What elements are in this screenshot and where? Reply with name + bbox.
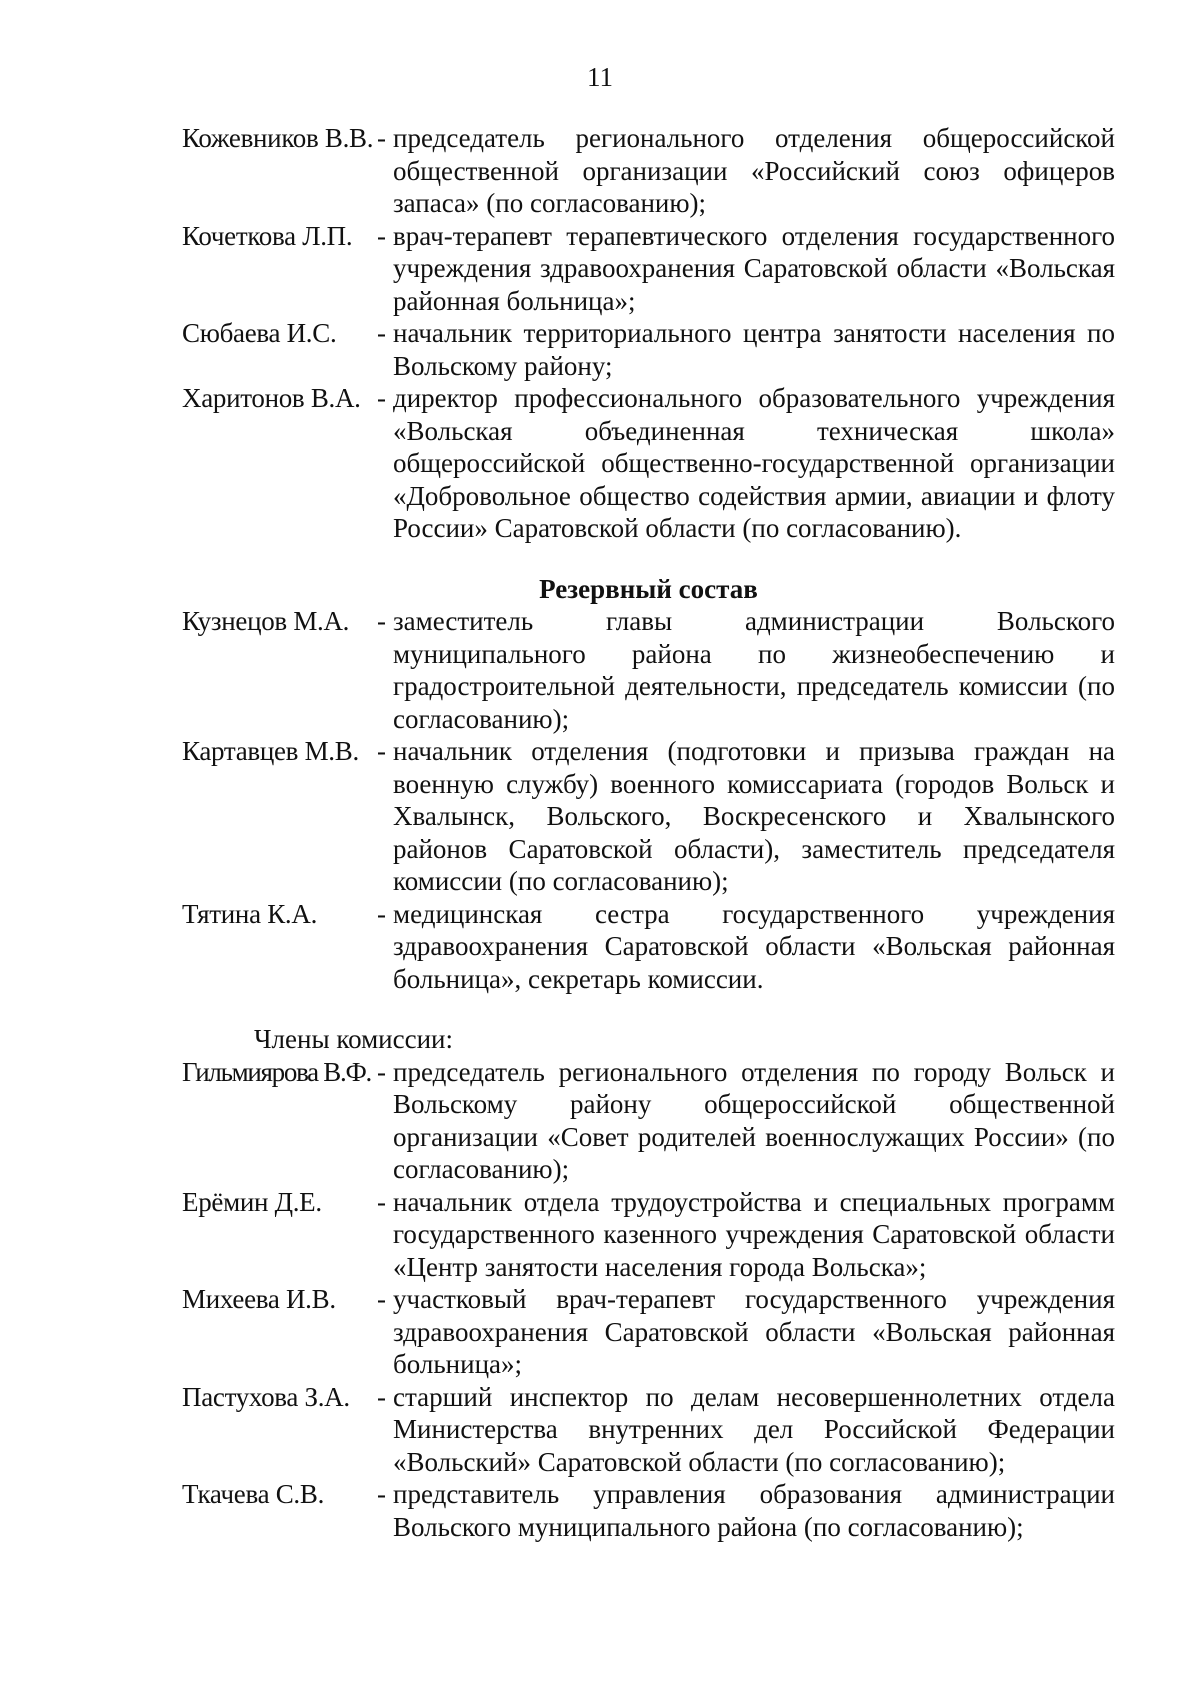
dash: -	[377, 606, 386, 636]
list-item	[182, 605, 1115, 735]
list-item	[182, 1283, 1115, 1381]
document-content	[182, 122, 1115, 1543]
dash: -	[377, 318, 386, 348]
members-label: Члены комиссии:	[254, 1024, 453, 1054]
person-name: Пастухова З.А.	[182, 1381, 350, 1412]
person-position: медицинская сестра государственного учреждения здравоохранения Саратовской области «Вольская районная больница», секретарь комиссии.	[393, 898, 1115, 994]
person-name: Гильмиярова В.Ф.	[182, 1056, 371, 1087]
person-position: начальник отделения (подготовки и призыва граждан на военную службу) военного комиссариата (городов Вольск и Хвалынск, Вольского, Воскресенского и Хвалынского районов Саратовской области), заместитель председателя комиссии (по согласованию);	[393, 736, 1115, 896]
dash: -	[377, 220, 386, 251]
person-position: представитель управления образования администрации Вольского муниципального района (по согласованию);	[393, 1479, 1115, 1542]
list-item	[182, 220, 1115, 318]
person-position: директор профессионального образовательного учреждения «Вольская объединенная техническая школа» общероссийской общественно-государственной организации «Добровольное общество содействия армии, авиации и флоту России» Саратовской области (по согласованию).	[393, 383, 1115, 543]
dash: -	[377, 383, 386, 413]
person-name: Харитонов В.А.	[182, 383, 361, 413]
list-item	[182, 1478, 1115, 1543]
dash: -	[377, 1381, 386, 1412]
person-position: председатель регионального отделения по городу Вольск и Вольскому району общероссийской общественной организации «Совет родителей военнослужащих России» (по согласованию);	[393, 1056, 1115, 1184]
dash: -	[377, 1186, 386, 1217]
list-item	[182, 1381, 1115, 1479]
dash: -	[377, 123, 386, 153]
list-item	[182, 898, 1115, 996]
dash: -	[377, 736, 386, 766]
section-title-reserve: Резервный состав	[539, 573, 758, 604]
dash: -	[377, 898, 386, 929]
list-item	[182, 1186, 1115, 1284]
page-number: 11	[587, 62, 613, 92]
person-position: участковый врач-терапевт государственного учреждения здравоохранения Саратовской области «Вольская районная больница»;	[393, 1284, 1115, 1379]
list-item	[182, 382, 1115, 545]
person-position: заместитель главы администрации Вольского муниципального района по жизнеобеспечению и градостроительной деятельности, председатель комиссии (по согласованию);	[393, 606, 1115, 734]
list-item	[182, 317, 1115, 382]
person-name: Кожевников В.В.	[182, 123, 374, 153]
person-name: Ткачева С.В.	[182, 1479, 325, 1509]
person-name: Кочеткова Л.П.	[182, 220, 353, 251]
dash: -	[377, 1056, 386, 1087]
dash: -	[377, 1284, 386, 1314]
person-name: Кузнецов М.А.	[182, 606, 350, 636]
list-item	[182, 122, 1115, 220]
person-position: старший инспектор по делам несовершеннолетних отдела Министерства внутренних дел Российской Федерации «Вольский» Саратовской области (по согласованию);	[393, 1381, 1115, 1477]
person-position: начальник территориального центра занятости населения по Вольскому району;	[393, 318, 1115, 381]
person-position: начальник отдела трудоустройства и специальных программ государственного казенного учреждения Саратовской области «Центр занятости населения города Вольска»;	[393, 1186, 1115, 1282]
person-name: Михеева И.В.	[182, 1284, 336, 1314]
person-name: Тятина К.А.	[182, 898, 318, 929]
person-name: Картавцев М.В.	[182, 736, 359, 766]
person-name: Ерёмин Д.Е.	[182, 1186, 322, 1217]
list-item	[182, 735, 1115, 898]
person-name: Сюбаева И.С.	[182, 318, 337, 348]
person-position: врач-терапевт терапевтического отделения государственного учреждения здравоохранения Саратовской области «Вольская районная больница»;	[393, 220, 1115, 316]
list-item	[182, 1056, 1115, 1186]
person-position: председатель регионального отделения общероссийской общественной организации «Российский союз офицеров запаса» (по согласованию);	[393, 123, 1115, 218]
dash: -	[377, 1479, 386, 1509]
